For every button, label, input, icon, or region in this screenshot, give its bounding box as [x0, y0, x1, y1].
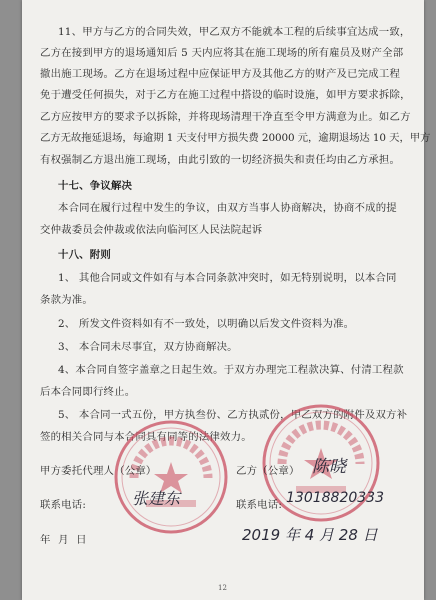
section-18-item-5: 5、 本合同一式五份，甲方执叁份、乙方执贰份，甲乙双方的附件及双方补: [58, 409, 408, 421]
party-b-phone-label: 联系电话:: [236, 499, 283, 511]
party-b-handwritten-date: 2019 年 4 月 28 日: [242, 526, 378, 544]
clause-11-line-4: 免于遭受任何损失，对于乙方在施工过程中搭设的临时设施，如甲方要求拆除，: [40, 89, 411, 101]
clause-11-line-5: 乙方应按甲方的要求予以拆除，并将现场清理干净直至令甲方满意为止。如乙方: [40, 111, 411, 123]
section-17-heading: 十七、争议解决: [58, 180, 133, 192]
clause-11-line-1: 11、甲方与乙方的合同失效，甲乙双方不能就本工程的后续事宜达成一致，: [58, 26, 411, 38]
section-18-item-2: 2、 所发文件资料如有不一致处，以明确以后发文件资料为准。: [58, 318, 355, 330]
party-a-phone-label: 联系电话:: [40, 499, 87, 511]
section-17-line-1: 本合同在履行过程中发生的争议，由双方当事人协商解决，协商不成的提: [58, 202, 397, 214]
party-a-handwritten-signature: 张建东: [132, 489, 181, 508]
clause-11-line-3: 撤出施工现场。乙方在退场过程中应保证甲方及其他乙方的财产及已完成工程: [40, 68, 401, 80]
section-18-item-1: 1、 其他合同或文件如有与本合同条款冲突时，如无特别说明，以本合同: [58, 272, 397, 284]
party-a-date-line: 年 月 日: [40, 534, 87, 546]
section-18-heading: 十八、附则: [58, 249, 111, 261]
section-18-item-3: 3、 本合同未尽事宜，双方协商解决。: [58, 341, 238, 353]
party-a-agent-label: 甲方委托代理人（公章）: [40, 465, 157, 477]
clause-11-line-7: 有权强制乙方退出施工现场，由此引致的一切经济损失和责任均由乙方承担。: [40, 154, 401, 166]
section-18-item-4-cont: 后本合同即行终止。: [40, 386, 136, 398]
party-a-seal: [112, 418, 230, 536]
section-18-item-4: 4、本合同自签字盖章之日起生效。于双方办理完工程款决算、付清工程款: [58, 364, 404, 376]
clause-11-line-6: 乙方无故拖延退场，每逾期 1 天支付甲方损失费 20000 元，逾期退场达 10 天，甲方: [40, 132, 431, 144]
section-18-item-5-cont: 签的相关合同与本合同具有同等的法律效力。: [40, 431, 252, 443]
section-17-line-2: 交仲裁委员会仲裁或依法向临河区人民法院起诉: [40, 224, 263, 236]
party-b-label: 乙方（公章）: [236, 465, 300, 477]
section-18-item-1-cont: 条款为准。: [40, 294, 93, 306]
party-b-handwritten-signature: 陈晓: [312, 457, 346, 477]
page-number: 12: [218, 584, 227, 592]
document-page: [22, 0, 431, 600]
party-b-phone-number: 13018820333: [286, 490, 384, 506]
clause-11-line-2: 乙方在接到甲方的退场通知后 5 天内应将其在施工现场的所有雇员及财产全部: [40, 47, 404, 59]
